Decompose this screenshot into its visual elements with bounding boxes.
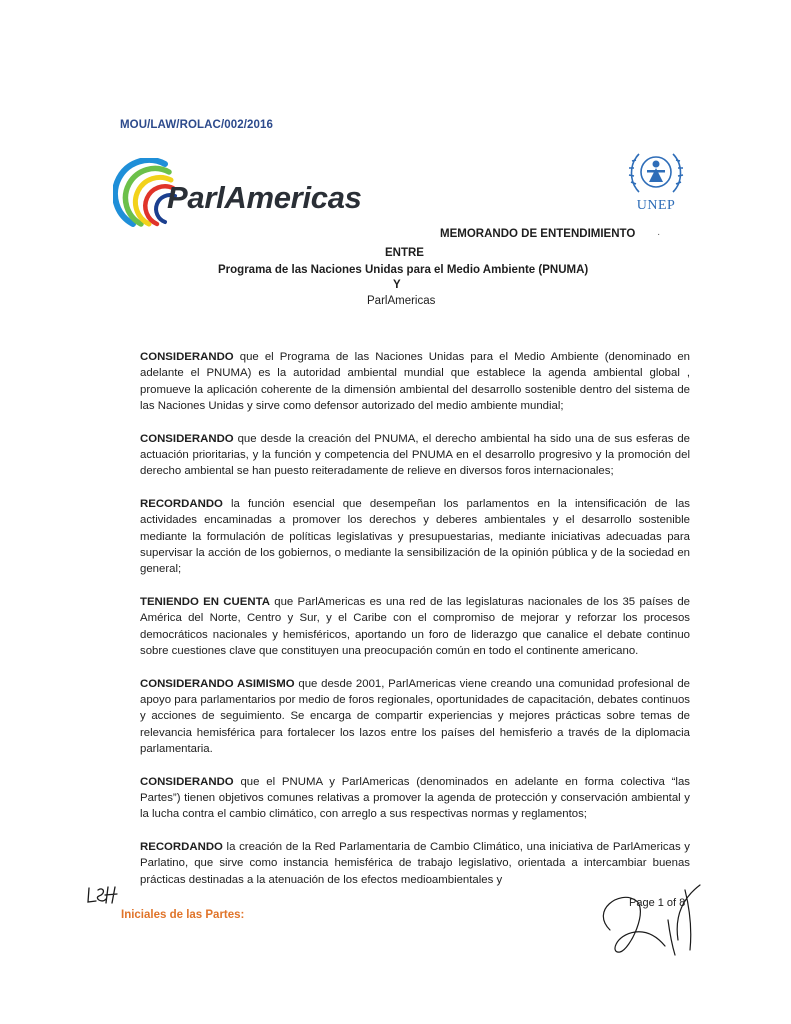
un-emblem-icon bbox=[625, 146, 687, 198]
paragraph: TENIENDO EN CUENTA que ParlAmericas es una red de las legislaturas nacionales de los 35 países de América del Norte, Centro y Sur, y el Caribe con el compromiso de mejorar y reforzar los procesos democráticos nacionales y hemisféricos, aportando un foro de liderazgo que canalice el debate continuo sobre cuestiones clave que constituyen una preocupación común en todo el continente americano. bbox=[140, 595, 690, 658]
paragraph: CONSIDERANDO que el Programa de las Naciones Unidas para el Medio Ambiente (denominado en adelante el PNUMA) es la autoridad ambiental mundial que establece la agenda ambiental global , promueve la aplicación coherente de la dimensión ambiental del desarrollo sostenible dentro del sistema de las Naciones Unidas y sirve como defensor autorizado del medio ambiente mundial; bbox=[140, 351, 690, 413]
parlamericas-logo bbox=[113, 158, 388, 234]
document-reference: MOU/LAW/ROLAC/002/2016 bbox=[120, 119, 274, 131]
handwritten-initials bbox=[86, 884, 120, 906]
title-line-1: MEMORANDO DE ENTENDIMIENTO bbox=[440, 228, 636, 240]
unep-label: UNEP bbox=[636, 198, 676, 213]
parlamericas-wordmark: ParlAmericas bbox=[167, 180, 362, 215]
title-line-4: Y bbox=[393, 279, 401, 291]
unep-logo bbox=[625, 146, 687, 218]
initials-label: Iniciales de las Partes: bbox=[121, 909, 245, 921]
paragraph: RECORDANDO la función esencial que desempeñan los parlamentos en la intensificación de las actividades encaminadas a promover los derechos y deberes ambientales y el desarrollo sostenible mediante la formulación de políticas legislativas y presupuestarias, mediante iniciativas adecuadas para supervisar la acción de los gobiernos, o mediante la sensibilización de la opinión pública y de la sociedad en general; bbox=[140, 497, 690, 576]
paragraph: CONSIDERANDO ASIMISMO que desde 2001, ParlAmericas viene creando una comunidad profesional de apoyo para parlamentarios por medio de foros regionales, oportunidades de capacitación, debates continuos y acciones de seguimiento. Se encarga de compartir experiencias y mejores prácticas sobre temas de relevancia hemisférica para fortalecer los lazos entre los países del hemisferio a través de la diplomacia parlamentaria. bbox=[140, 677, 690, 756]
handwritten-signature bbox=[590, 880, 715, 960]
title-line-2: ENTRE bbox=[385, 247, 424, 259]
paragraph: CONSIDERANDO que el PNUMA y ParlAmericas (denominados en adelante en forma colectiva “las Partes”) tienen objetivos comunes relativas a promover la agenda de protección y conservación ambiental y la lucha contra el cambio climático, con arreglo a sus respectivas normas y reglamentos; bbox=[140, 775, 690, 821]
paragraph: CONSIDERANDO que desde la creación del PNUMA, el derecho ambiental ha sido una de sus esferas de actuación prioritarias, y la función y competencia del PNUMA en el desarrollo progresivo y la promoción del derecho ambiental se han puesto reiteradamente de relieve en diversos foros internacionales; bbox=[140, 432, 690, 478]
paragraph: RECORDANDO la creación de la Red Parlamentaria de Cambio Climático, una iniciativa de ParlAmericas y Parlatino, que sirve como instancia hemisférica de trabajo legislativo, orientada a intercambiar buenas prácticas destinadas a la atenuación de los efectos medioambientales y bbox=[140, 840, 690, 886]
title-line-5: ParlAmericas bbox=[367, 295, 436, 307]
title-line-3: Programa de las Naciones Unidas para el Medio Ambiente (PNUMA) bbox=[218, 264, 589, 276]
scan-mark: · bbox=[657, 229, 661, 240]
body-paragraphs bbox=[140, 349, 690, 904]
page-number: Page 1 of 8 bbox=[629, 897, 686, 909]
